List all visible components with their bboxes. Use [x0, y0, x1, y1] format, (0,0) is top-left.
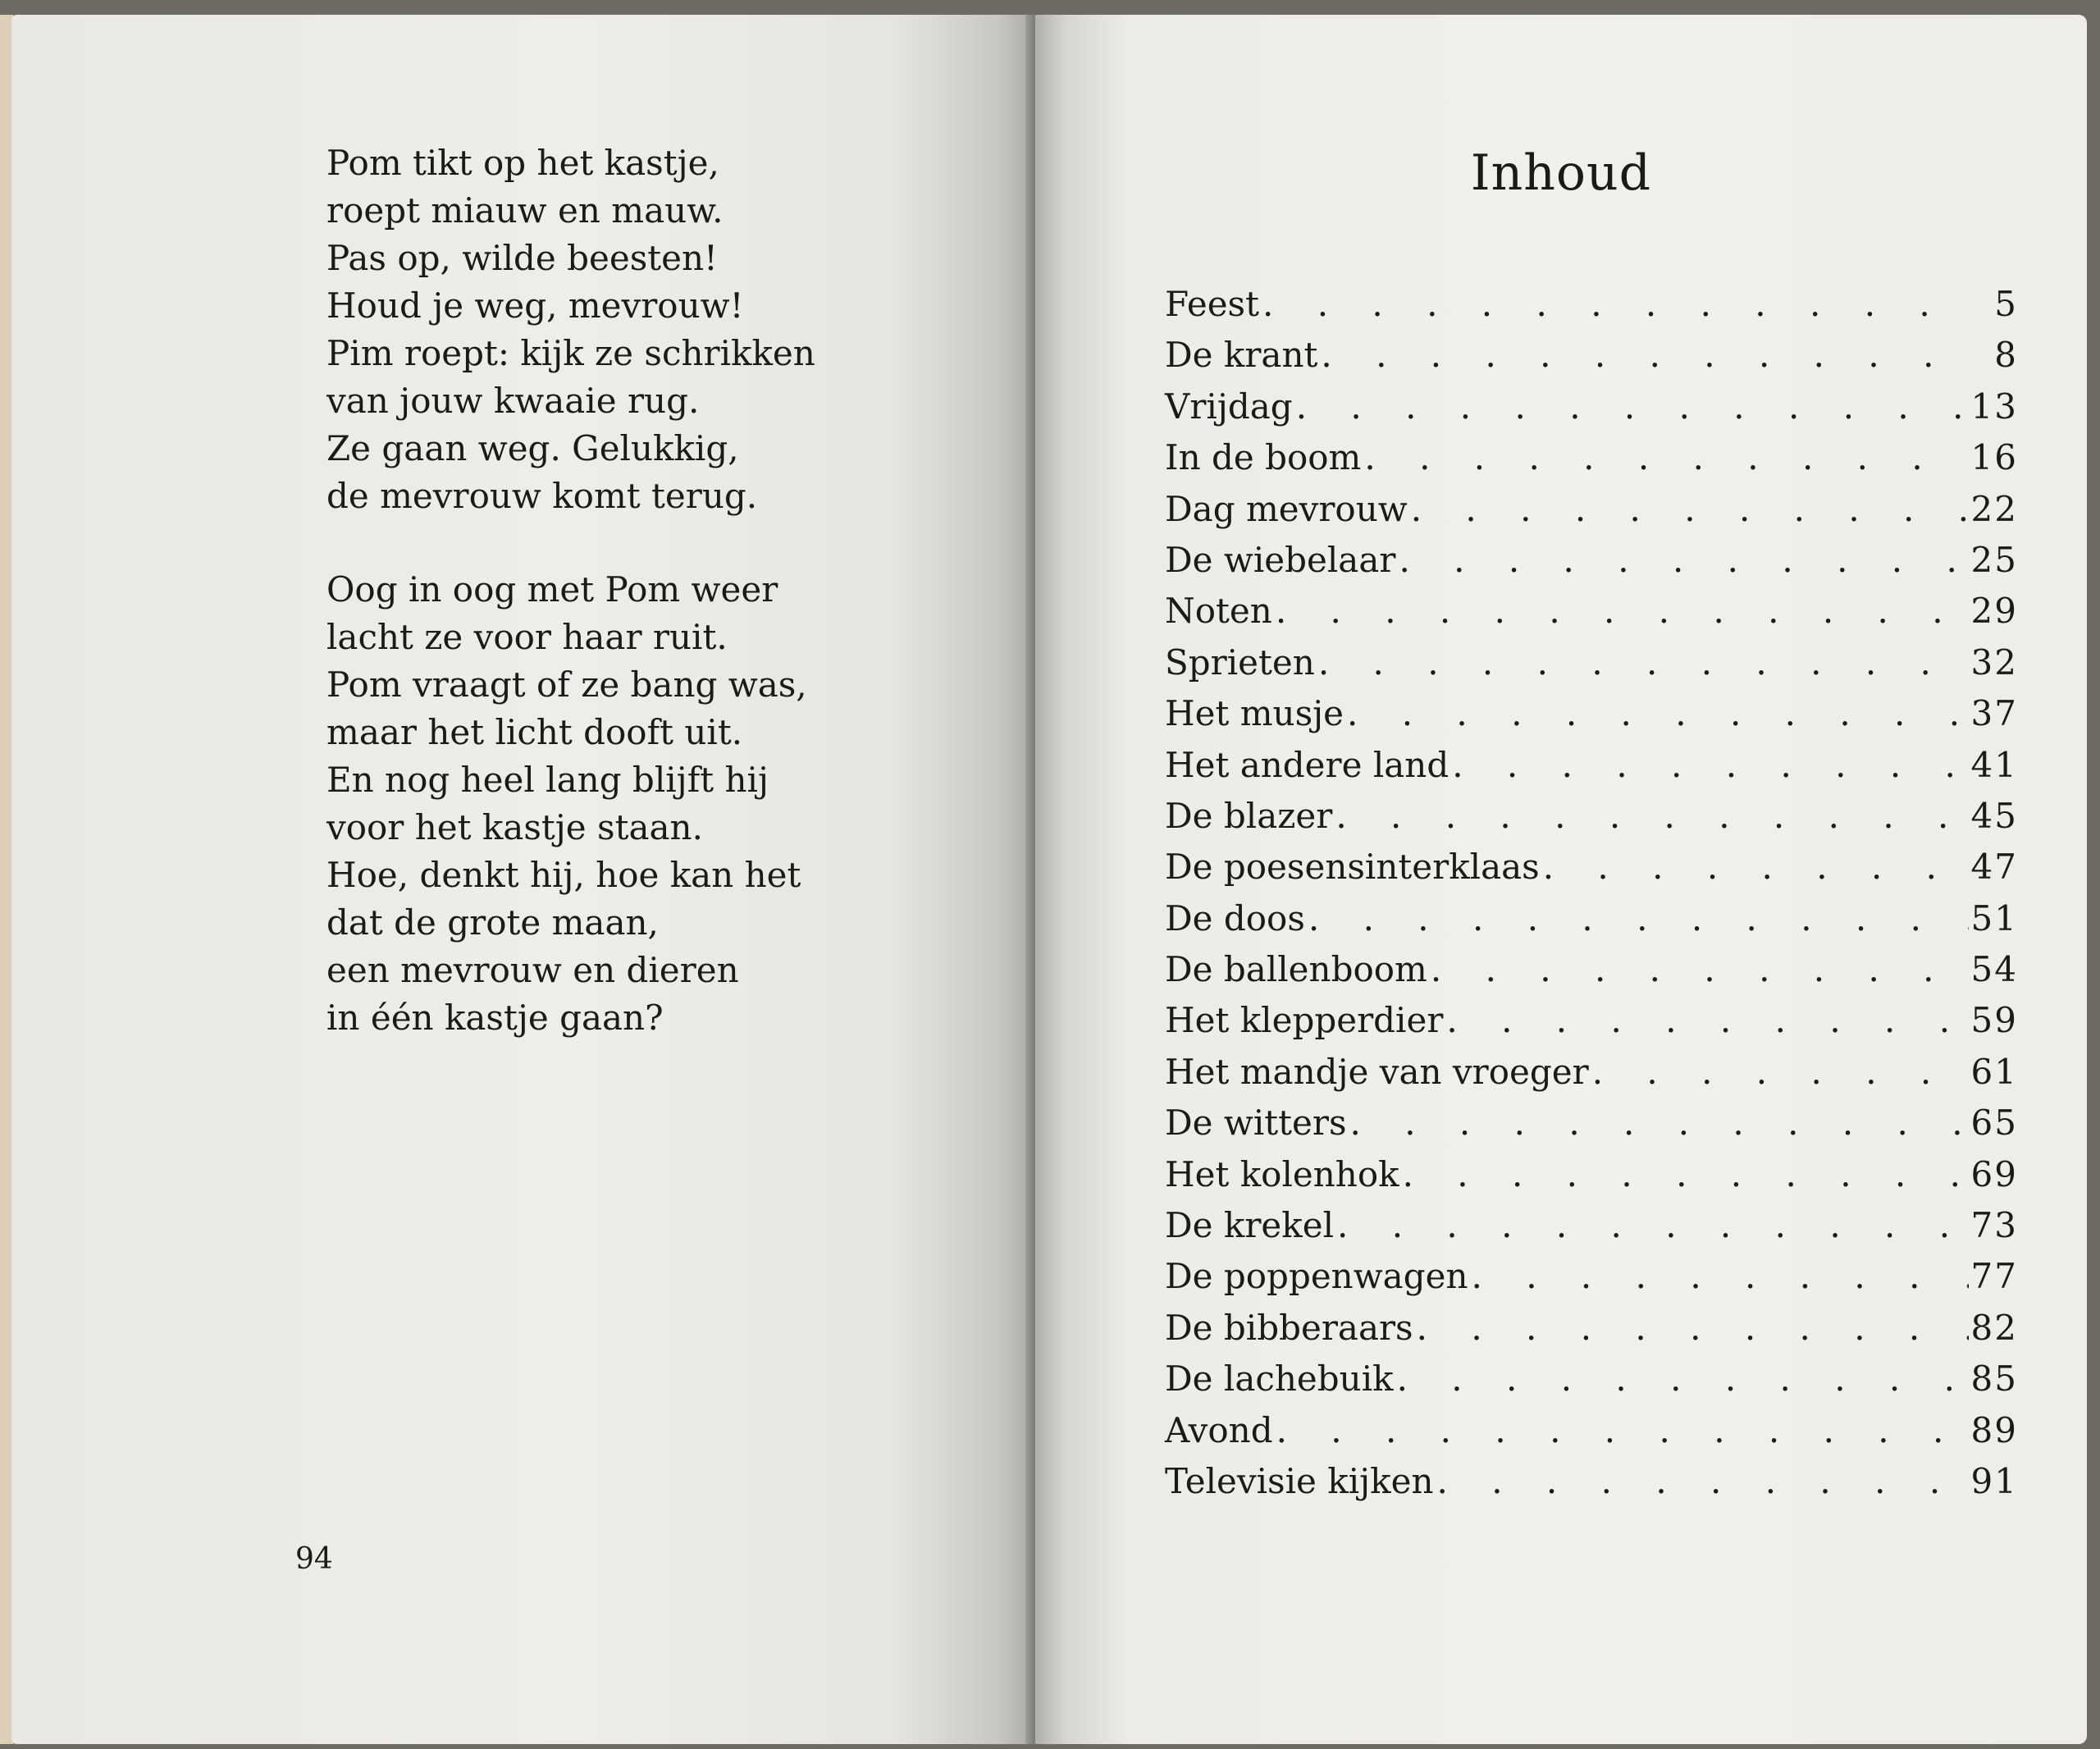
toc-entry: [1165, 540, 2018, 591]
toc-entry-page: 5: [1994, 284, 2018, 324]
toc-entry-title: Dag mevrouw: [1165, 488, 1408, 529]
toc-entry-page: 91: [1970, 1460, 2018, 1501]
poem-line: roept miauw en mauw.: [326, 190, 724, 231]
toc-entry-page: 59: [1970, 1000, 2018, 1041]
toc-leader-dots: [1452, 745, 1969, 785]
toc-entry-title: De poppenwagen: [1165, 1256, 1468, 1297]
toc-leader-dots: [1446, 1000, 1969, 1040]
poem-line: Pas op, wilde beesten!: [326, 238, 718, 278]
toc-entry-page: 13: [1970, 386, 2018, 427]
toc-entry-page: 82: [1970, 1307, 2018, 1348]
poem-line: Houd je weg, mevrouw!: [326, 285, 744, 326]
toc-entry-page: 51: [1970, 897, 2018, 938]
toc-title: Inhoud: [1470, 144, 1652, 202]
toc-entry-page: 45: [1970, 795, 2018, 836]
toc-entry-title: De krekel: [1165, 1205, 1335, 1246]
right-page: [1035, 15, 2087, 1744]
toc-entry-title: De ballenboom: [1165, 949, 1427, 990]
toc-leader-dots: [1364, 437, 1969, 477]
toc-entry-title: Het andere land: [1165, 744, 1449, 785]
toc-entry-page: 61: [1970, 1051, 2018, 1092]
poem-line: van jouw kwaaie rug.: [326, 381, 700, 421]
toc-leader-dots: [1417, 1308, 1969, 1348]
toc-entry: [1165, 335, 2018, 386]
toc-entry-page: 41: [1970, 744, 2018, 785]
toc-entry-title: De lachebuik: [1165, 1359, 1394, 1400]
toc-entry: [1165, 745, 2018, 796]
poem-stanza: [326, 566, 815, 1042]
toc-leader-dots: [1543, 847, 1969, 887]
toc-entry: [1165, 386, 2018, 437]
toc-leader-dots: [1592, 1052, 1969, 1092]
toc-entry-page: 89: [1970, 1409, 2018, 1450]
toc-entry-page: 69: [1970, 1153, 2018, 1194]
toc-leader-dots: [1403, 1154, 1969, 1194]
toc-leader-dots: [1308, 898, 1969, 938]
toc-entry: [1165, 949, 2018, 1000]
toc-entry-title: Feest: [1165, 284, 1259, 324]
toc-entry-page: 65: [1970, 1103, 2018, 1144]
toc-leader-dots: [1431, 949, 1969, 989]
toc-entry-title: Avond: [1165, 1409, 1273, 1450]
toc-entry-title: De witters: [1165, 1103, 1347, 1144]
toc-entry-page: 37: [1970, 693, 2018, 734]
toc-leader-dots: [1335, 796, 1969, 836]
table-of-contents: [1165, 284, 2018, 1512]
toc-leader-dots: [1296, 386, 1969, 427]
toc-entry-title: In de boom: [1165, 437, 1362, 478]
toc-entry: [1165, 1052, 2018, 1103]
toc-leader-dots: [1276, 1410, 1969, 1450]
toc-entry-title: Het mandje van vroeger: [1165, 1051, 1589, 1092]
toc-entry: [1165, 1308, 2018, 1359]
poem-line: Ze gaan weg. Gelukkig,: [326, 428, 739, 468]
toc-leader-dots: [1262, 284, 1969, 324]
toc-entry: [1165, 796, 2018, 847]
toc-leader-dots: [1318, 642, 1969, 683]
poem-line: in één kastje gaan?: [326, 998, 664, 1038]
poem-line: een mevrouw en dieren: [326, 950, 739, 990]
toc-entry: [1165, 1000, 2018, 1051]
toc-entry-page: 8: [1994, 335, 2018, 376]
toc-entry-title: De wiebelaar: [1165, 539, 1396, 580]
toc-entry-title: De doos: [1165, 897, 1305, 938]
toc-entry-page: 54: [1970, 949, 2018, 990]
toc-leader-dots: [1411, 489, 1969, 529]
poem-line: Oog in oog met Pom weer: [326, 569, 778, 610]
poem: [326, 139, 815, 1042]
toc-entry: [1165, 1359, 2018, 1409]
toc-leader-dots: [1437, 1461, 1969, 1501]
poem-line: Pom tikt op het kastje,: [326, 143, 719, 183]
toc-entry: [1165, 898, 2018, 949]
toc-entry-title: Televisie kijken: [1165, 1460, 1434, 1501]
page-number: 94: [295, 1542, 333, 1576]
toc-leader-dots: [1350, 1103, 1969, 1143]
poem-stanza: [326, 139, 815, 520]
left-page: [11, 15, 1037, 1744]
toc-entry-title: De bibberaars: [1165, 1307, 1413, 1348]
toc-leader-dots: [1397, 1359, 1969, 1399]
toc-entry-page: 73: [1970, 1205, 2018, 1246]
toc-entry: [1165, 847, 2018, 897]
toc-entry-title: Het musje: [1165, 693, 1344, 734]
poem-line: dat de grote maan,: [326, 902, 659, 943]
poem-line: En nog heel lang blijft hij: [326, 760, 769, 800]
toc-entry-title: De blazer: [1165, 795, 1333, 836]
toc-leader-dots: [1347, 693, 1969, 733]
poem-line: Pim roept: kijk ze schrikken: [326, 333, 815, 373]
toc-entry: [1165, 437, 2018, 488]
toc-entry-page: 32: [1970, 642, 2018, 683]
toc-entry-title: De krant: [1165, 335, 1318, 376]
toc-entry-page: 16: [1970, 437, 2018, 478]
toc-leader-dots: [1399, 540, 1969, 580]
toc-entry-title: Het klepperdier: [1165, 1000, 1444, 1041]
toc-entry: [1165, 591, 2018, 642]
toc-entry: [1165, 1410, 2018, 1461]
toc-entry: [1165, 284, 2018, 335]
toc-entry: [1165, 642, 2018, 693]
toc-entry: [1165, 489, 2018, 540]
toc-entry-page: 77: [1970, 1256, 2018, 1297]
toc-entry-title: Vrijdag: [1165, 386, 1293, 427]
toc-entry-page: 25: [1970, 539, 2018, 580]
toc-entry: [1165, 1103, 2018, 1153]
toc-entry-title: Noten: [1165, 591, 1272, 632]
toc-entry-title: Het kolenhok: [1165, 1153, 1399, 1194]
poem-line: maar het licht dooft uit.: [326, 712, 743, 752]
poem-line: Hoe, denkt hij, hoe kan het: [326, 855, 801, 895]
toc-entry: [1165, 1154, 2018, 1205]
toc-entry: [1165, 1461, 2018, 1512]
toc-leader-dots: [1337, 1205, 1969, 1245]
toc-entry-page: 85: [1970, 1359, 2018, 1400]
toc-entry: [1165, 1256, 2018, 1307]
toc-entry: [1165, 693, 2018, 744]
toc-entry-page: 29: [1970, 591, 2018, 632]
toc-leader-dots: [1472, 1256, 1969, 1296]
poem-line: lacht ze voor haar ruit.: [326, 617, 728, 657]
poem-line: voor het kastje staan.: [326, 807, 703, 847]
poem-line: Pom vraagt of ze bang was,: [326, 664, 807, 705]
toc-entry-page: 22: [1970, 488, 2018, 529]
toc-entry-title: Sprieten: [1165, 642, 1315, 683]
toc-entry-page: 47: [1970, 847, 2018, 888]
toc-entry: [1165, 1205, 2018, 1256]
toc-leader-dots: [1321, 335, 1969, 375]
toc-leader-dots: [1276, 591, 1969, 631]
poem-line: de mevrouw komt terug.: [326, 476, 758, 516]
toc-entry-title: De poesensinterklaas: [1165, 847, 1540, 888]
